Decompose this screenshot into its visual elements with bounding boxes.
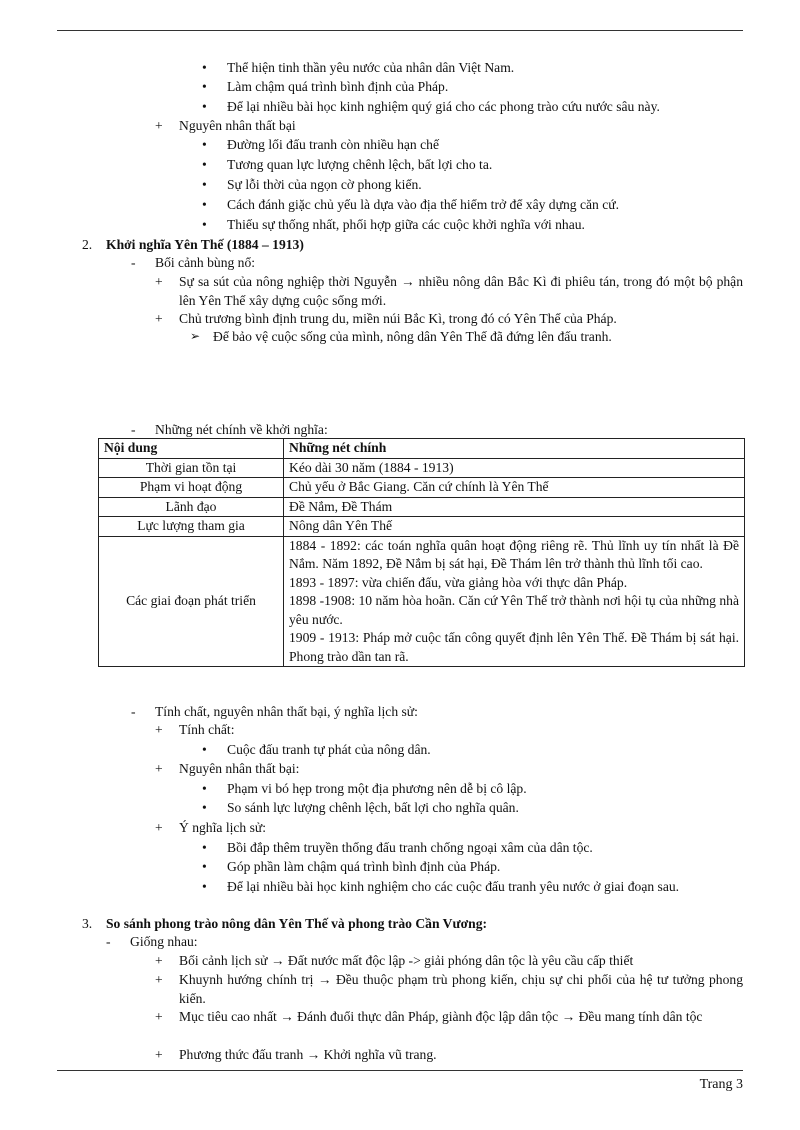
bullet: • <box>202 800 207 815</box>
bullet: • <box>202 99 207 114</box>
s2-features-label: Những nét chính về khởi nghĩa: <box>155 422 328 437</box>
bullet: • <box>202 177 207 192</box>
section-3-title: So sánh phong trào nông dân Yên Thế và phong trào Cần Vương: <box>106 916 488 931</box>
bullet: • <box>202 217 207 232</box>
s2-context-3: Để bảo vệ cuộc sống của mình, nông dân Yên Thế đã đứng lên đấu tranh. <box>213 329 612 344</box>
table-cell: Lực lượng tham gia <box>99 517 284 537</box>
bullet: • <box>202 197 207 212</box>
phase-text: 1893 - 1897: vừa chiến đấu, vừa giảng hòa với thực dân Pháp. <box>289 574 628 590</box>
dash-marker: - <box>131 422 136 437</box>
table-cell: Thời gian tồn tại <box>99 458 284 478</box>
s1-fail-item: Sự lỗi thời của ngọn cờ phong kiến. <box>227 177 422 192</box>
table-row <box>99 497 745 517</box>
table-header-cell: Nội dung <box>99 439 284 459</box>
s1-fail-label: Nguyên nhân thất bại <box>179 118 296 133</box>
s2-nature-bullet: Cuộc đấu tranh tự phát của nông dân. <box>227 742 431 757</box>
s1-bullet-2: Làm chậm quá trình bình định của Pháp. <box>227 79 449 94</box>
s1-fail-item: Đường lối đấu tranh còn nhiều hạn chế <box>227 137 439 152</box>
dash-marker: - <box>131 255 136 270</box>
phase-text: 1884 - 1892: các toán nghĩa quân hoạt động riêng rẽ. Thủ lĩnh uy tín nhất là Đề Nắm. Năm 1892, Đề Nắm bị sát hại, Đề Thám lên trở thành thủ lĩnh tối cao. <box>289 537 739 571</box>
features-table <box>98 438 745 667</box>
s1-fail-item: Cách đánh giặc chủ yếu là dựa vào địa thế hiểm trở để xây dựng căn cứ. <box>227 197 620 212</box>
table-cell: Phạm vi hoạt động <box>99 478 284 498</box>
page-number: Trang 3 <box>699 1077 743 1092</box>
bullet: • <box>202 859 207 874</box>
phase-text: 1909 - 1913: Pháp mở cuộc tấn công quyết định lên Yên Thế. Đề Thám bị sát hại. Phong trào dần tan rã. <box>289 630 739 664</box>
table-cell <box>284 536 745 667</box>
s2-meaning-bullet: Bồi đắp thêm truyền thống đấu tranh chống ngoại xâm của dân tộc. <box>227 840 593 855</box>
s2-fail-label: Nguyên nhân thất bại: <box>179 761 300 776</box>
section-2-title: Khởi nghĩa Yên Thế (1884 – 1913) <box>106 237 304 252</box>
bullet: • <box>202 840 207 855</box>
s1-bullet-3: Để lại nhiều bài học kinh nghiệm quý giá cho các phong trào cứu nước sâu này. <box>227 99 660 114</box>
table-cell: Chủ yếu ở Bắc Giang. Căn cứ chính là Yên Thế <box>284 478 745 498</box>
phase-text: 1898 -1908: 10 năm hòa hoãn. Căn cứ Yên Thế trở thành nơi hội tụ của những nhà yêu nước. <box>289 593 739 627</box>
bullet: • <box>202 879 207 894</box>
table-cell: Lãnh đạo <box>99 497 284 517</box>
dash-marker: - <box>106 934 111 949</box>
section-number: 2. <box>82 237 93 252</box>
table-row <box>99 536 745 667</box>
s2-fail-bullet: So sánh lực lượng chênh lệch, bất lợi cho nghĩa quân. <box>227 800 519 815</box>
arrow-marker: ➢ <box>190 329 201 343</box>
bullet: • <box>202 742 207 757</box>
table-row <box>99 478 745 498</box>
table-cell: Nông dân Yên Thế <box>284 517 745 537</box>
table-row <box>99 458 745 478</box>
s3-same-item: Phương thức đấu tranh → Khởi nghĩa vũ trang. <box>179 1047 437 1062</box>
s3-same-item: Bối cảnh lịch sử → Đất nước mất độc lập -> giải phóng dân tộc là yêu cầu cấp thiết <box>179 953 634 968</box>
s2-meaning-bullet: Để lại nhiều bài học kinh nghiệm cho các cuộc đấu tranh yêu nước ở giai đoạn sau. <box>227 879 680 894</box>
header-rule <box>57 30 743 31</box>
s3-same-label: Giống nhau: <box>130 934 198 949</box>
s2-nature-label: Tính chất, nguyên nhân thất bại, ý nghĩa lịch sử: <box>155 704 418 719</box>
plus-marker: + <box>155 118 163 133</box>
s2-nature-sub: Tính chất: <box>179 722 235 737</box>
plus-marker: + <box>155 1009 163 1024</box>
dash-marker: - <box>131 704 136 719</box>
s1-fail-item: Tương quan lực lượng chênh lệch, bất lợi cho ta. <box>227 157 493 172</box>
bullet: • <box>202 60 207 75</box>
section-number: 3. <box>82 916 93 931</box>
s2-context-1: Sự sa sút của nông nghiệp thời Nguyễn → nhiều nông dân Bắc Kì đi phiêu tán, trong đó một bộ phận lên Yên Thế xây dựng cuộc sống mới. <box>179 274 743 308</box>
s2-meaning-label: Ý nghĩa lịch sử: <box>179 820 267 835</box>
plus-marker: + <box>155 820 163 835</box>
s2-meaning-bullet: Góp phần làm chậm quá trình bình định của Pháp. <box>227 859 501 874</box>
bullet: • <box>202 781 207 796</box>
s1-fail-item: Thiếu sự thống nhất, phối hợp giữa các cuộc khởi nghĩa với nhau. <box>227 217 585 232</box>
plus-marker: + <box>155 722 163 737</box>
s1-bullet-1: Thể hiện tinh thần yêu nước của nhân dân Việt Nam. <box>227 60 515 75</box>
s2-context-2: Chủ trương bình định trung du, miền núi Bắc Kì, trong đó có Yên Thế của Pháp. <box>179 311 617 326</box>
plus-marker: + <box>155 274 163 289</box>
footer-rule <box>57 1070 743 1071</box>
plus-marker: + <box>155 761 163 776</box>
plus-marker: + <box>155 311 163 326</box>
table-row <box>99 517 745 537</box>
table-header-cell: Những nét chính <box>284 439 745 459</box>
bullet: • <box>202 79 207 94</box>
s3-same-item: Mục tiêu cao nhất → Đánh đuổi thực dân Pháp, giành độc lập dân tộc → Đều mang tính dân tộc <box>179 1009 703 1024</box>
plus-marker: + <box>155 1047 163 1062</box>
table-cell: Kéo dài 30 năm (1884 - 1913) <box>284 458 745 478</box>
s2-fail-bullet: Phạm vi bó hẹp trong một địa phương nên dễ bị cô lập. <box>227 781 527 796</box>
plus-marker: + <box>155 972 163 987</box>
plus-marker: + <box>155 953 163 968</box>
bullet: • <box>202 157 207 172</box>
s2-context-label: Bối cảnh bùng nổ: <box>155 255 256 270</box>
table-header-row <box>99 439 745 459</box>
bullet: • <box>202 137 207 152</box>
table-cell: Đề Nắm, Đề Thám <box>284 497 745 517</box>
s3-same-item: Khuynh hướng chính trị → Đều thuộc phạm trù phong kiến, chịu sự chi phối của hệ tư tưởng phong kiến. <box>179 972 743 1006</box>
table-cell: Các giai đoạn phát triển <box>99 536 284 667</box>
